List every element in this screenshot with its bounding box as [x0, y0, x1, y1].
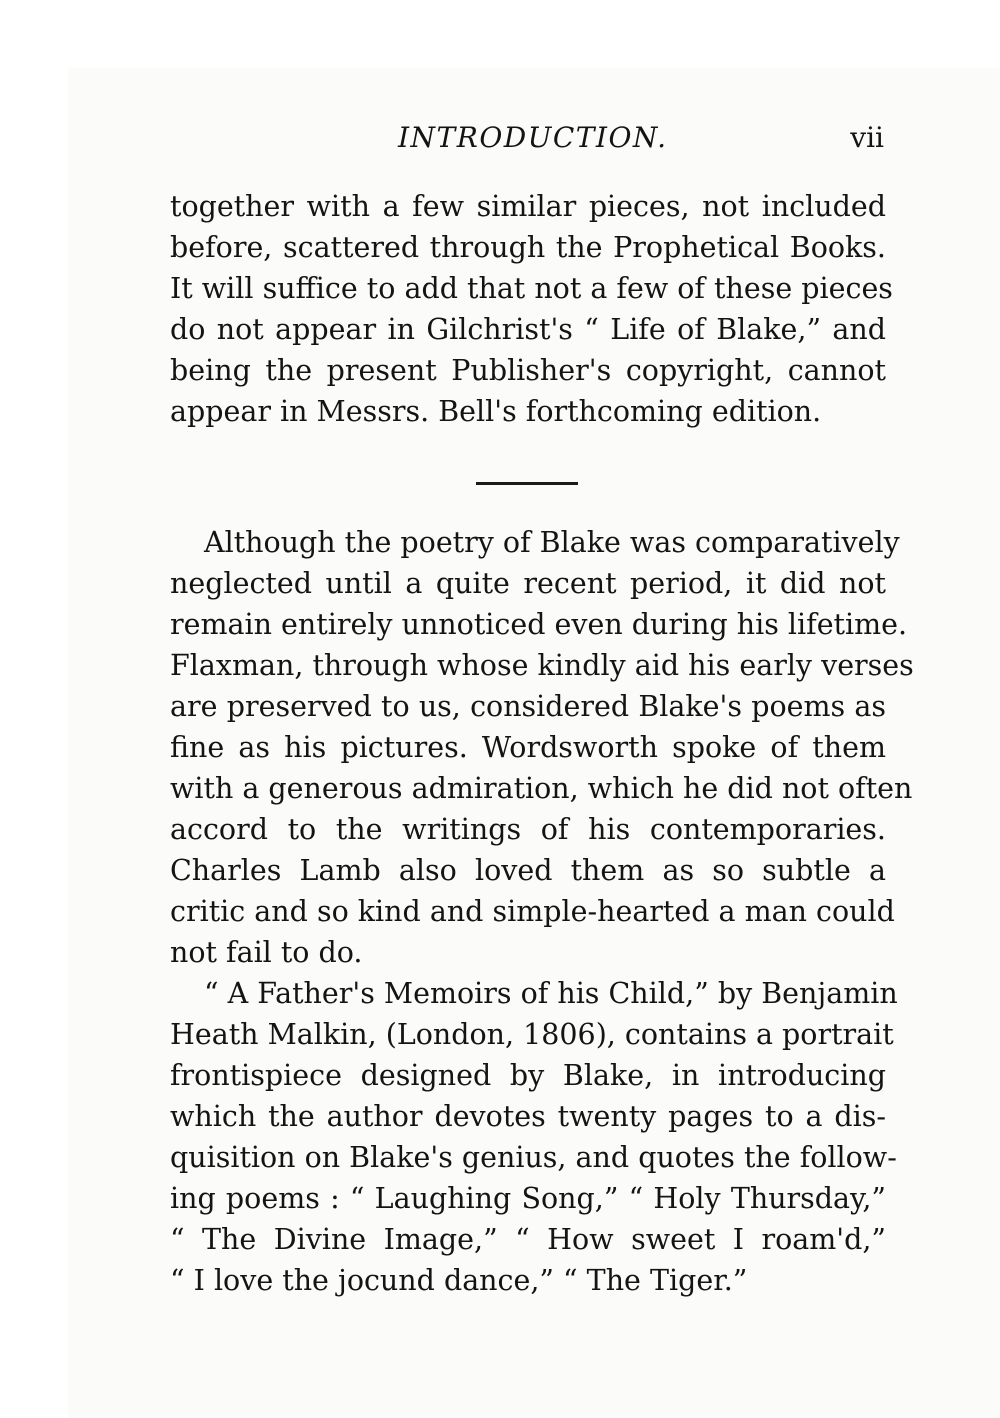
- text-line: being the present Publisher's copyright, cannot: [170, 354, 886, 387]
- text-line: Although the poetry of Blake was comparatively: [204, 526, 900, 559]
- text-line: not fail to do.: [170, 936, 363, 969]
- text-line: “ The Divine Image,” “ How sweet I roam'd,”: [170, 1223, 886, 1256]
- text-line: are preserved to us, considered Blake's poems as: [170, 690, 886, 723]
- text-line: appear in Messrs. Bell's forthcoming edition.: [170, 395, 822, 428]
- paragraph-continuation: [170, 186, 893, 432]
- text-line: “ I love the jocund dance,” “ The Tiger.”: [170, 1264, 748, 1297]
- text-line: Heath Malkin, (London, 1806), contains a portrait: [170, 1018, 894, 1051]
- page-header: [170, 118, 884, 158]
- section-divider-rule: [476, 482, 578, 485]
- text-line: with a generous admiration, which he did not often: [170, 772, 913, 805]
- page-number: vii: [850, 121, 884, 154]
- text-line: “ A Father's Memoirs of his Child,” by Benjamin: [204, 977, 898, 1010]
- text-line: accord to the writings of his contemporaries.: [170, 813, 886, 846]
- text-line: Flaxman, through whose kindly aid his early verses: [170, 649, 914, 682]
- running-title: INTRODUCTION.: [398, 121, 668, 154]
- section-body: [170, 522, 914, 1301]
- text-line: do not appear in Gilchrist's “ Life of Blake,” and: [170, 313, 886, 346]
- text-line: frontispiece designed by Blake, in introducing: [170, 1059, 886, 1092]
- text-line: remain entirely unnoticed even during his lifetime.: [170, 608, 908, 641]
- text-line: fine as his pictures. Wordsworth spoke of them: [170, 731, 886, 764]
- text-line: Charles Lamb also loved them as so subtle a: [170, 854, 886, 887]
- text-line: quisition on Blake's genius, and quotes the follow-: [170, 1141, 897, 1174]
- text-line: ing poems : “ Laughing Song,” “ Holy Thursday,”: [170, 1182, 886, 1215]
- text-line: neglected until a quite recent period, it did not: [170, 567, 886, 600]
- text-line: which the author devotes twenty pages to a dis-: [170, 1100, 886, 1133]
- text-line: together with a few similar pieces, not included: [170, 190, 886, 223]
- text-line: critic and so kind and simple-hearted a man could: [170, 895, 895, 928]
- text-line: It will suffice to add that not a few of these pieces: [170, 272, 893, 305]
- text-line: before, scattered through the Prophetical Books.: [170, 231, 886, 264]
